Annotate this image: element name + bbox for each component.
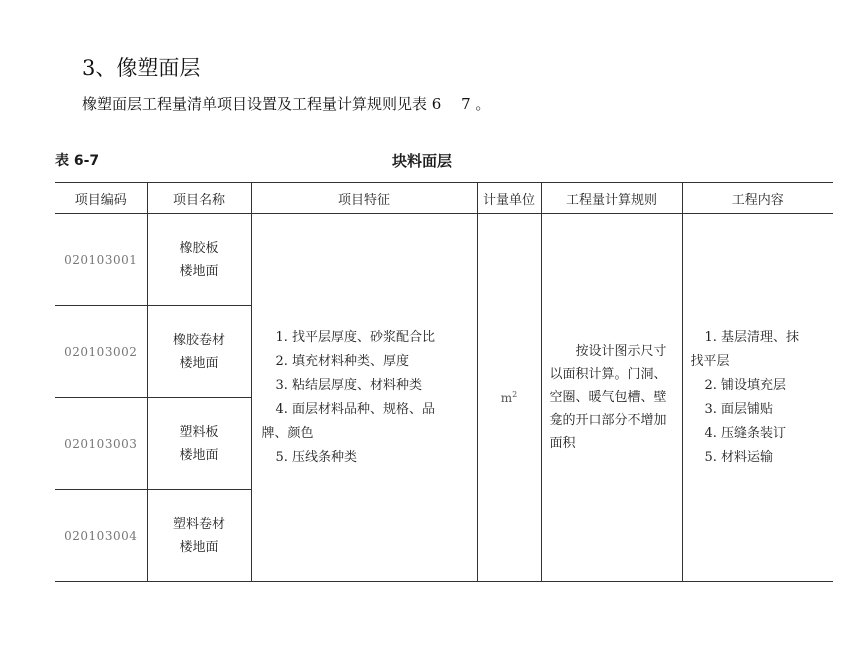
item-name [147, 398, 251, 490]
unit-superscript: 2 [512, 390, 518, 399]
item-code: 020103002 [55, 306, 147, 398]
measurement-unit [477, 214, 541, 582]
table-number: 表 6-7 [55, 153, 100, 169]
header-content: 工程内容 [682, 183, 833, 214]
content-line: 2. 铺设填充层 [704, 377, 787, 393]
table-title: 块料面层 [392, 152, 453, 170]
content-line: 找平层 [690, 353, 730, 369]
item-code: 020103001 [55, 214, 147, 306]
feature-line: 4. 面层材料品种、规格、品 [275, 401, 436, 417]
work-content [682, 214, 833, 582]
item-name-line: 楼地面 [179, 263, 219, 279]
item-name-line: 楼地面 [179, 539, 219, 555]
item-name-line: 楼地面 [179, 447, 219, 463]
item-name [147, 490, 251, 582]
unit-base: m [500, 391, 513, 405]
feature-line: 3. 粘结层厚度、材料种类 [275, 377, 423, 393]
calculation-rule [541, 214, 682, 582]
header-rule: 工程量计算规则 [541, 183, 682, 214]
feature-line: 5. 压线条种类 [275, 449, 358, 465]
header-features: 项目特征 [251, 183, 477, 214]
item-features [251, 214, 477, 582]
feature-line: 2. 填充材料种类、厚度 [275, 353, 410, 369]
item-code: 020103003 [55, 398, 147, 490]
intro-paragraph: 橡塑面层工程量清单项目设置及工程量计算规则见表 6 7 。 [82, 95, 491, 113]
content-line: 5. 材料运输 [704, 449, 774, 465]
section-heading: 3、像塑面层 [82, 56, 201, 80]
header-code: 项目编码 [55, 183, 147, 214]
table-header-row [55, 183, 833, 214]
header-unit: 计量单位 [477, 183, 541, 214]
rule-text: 按设计图示尺寸以面积计算。门洞、空圈、暖气包槽、壁龛的开口部分不增加面积 [549, 344, 667, 451]
content-line: 1. 基层清理、抹 [704, 329, 800, 345]
feature-line: 牌、颜色 [261, 425, 314, 441]
content-line: 3. 面层铺贴 [704, 401, 774, 417]
header-name: 项目名称 [147, 183, 251, 214]
table-row [55, 214, 833, 306]
item-name-line: 塑料卷材 [172, 516, 225, 532]
feature-line: 1. 找平层厚度、砂浆配合比 [275, 329, 436, 345]
item-code: 020103004 [55, 490, 147, 582]
bill-of-quantities-table [55, 182, 833, 582]
item-name-line: 橡胶卷材 [172, 332, 225, 348]
item-name-line: 楼地面 [179, 355, 219, 371]
item-name-line: 橡胶板 [179, 240, 219, 256]
content-line: 4. 压缝条装订 [704, 425, 787, 441]
item-name [147, 214, 251, 306]
item-name-line: 塑料板 [179, 424, 219, 440]
item-name [147, 306, 251, 398]
